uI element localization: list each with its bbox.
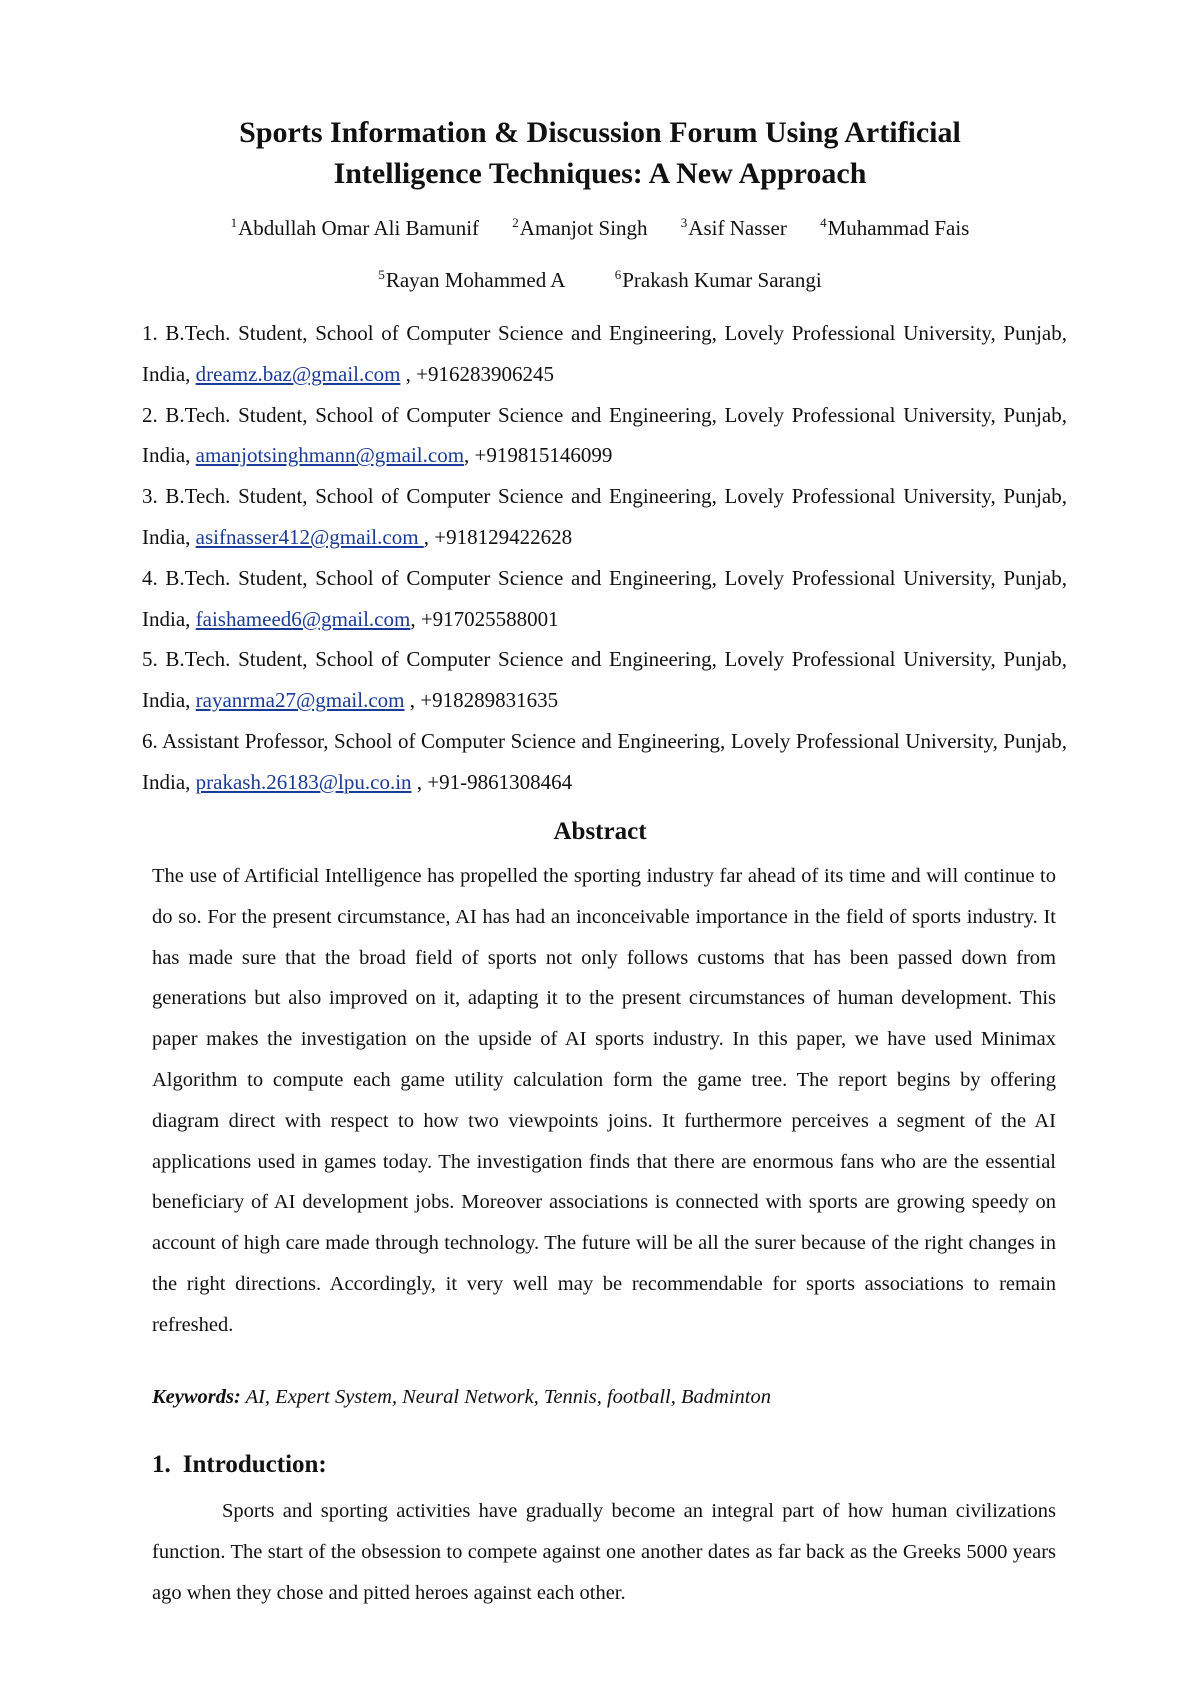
paper-title [0,112,1200,194]
section-heading-introduction [152,1451,327,1479]
phone-number: , +91-9861308464 [411,769,573,794]
author-list-row-2 [0,267,1200,293]
email-link[interactable]: rayanrma27@gmail.com [195,688,405,713]
author-number: 2 [512,215,519,230]
paper-title-line-1: Sports Information & Discussion Forum Using Artificial [239,116,961,149]
author [615,267,822,293]
affiliation-item [142,313,1067,395]
author [820,215,969,241]
affiliation-item [142,721,1067,803]
author-number: 1 [230,215,238,230]
email-link[interactable]: faishameed6@gmail.com [195,606,411,631]
email-link[interactable]: prakash.26183@lpu.co.in [195,769,412,794]
affiliation-text: 4. B.Tech. Student, School of Computer Science and Engineering, Lovely Professional University, Punjab, India, [142,565,1067,631]
email-link[interactable]: amanjotsinghmann@gmail.com [195,443,465,468]
email-link[interactable]: asifnasser412@gmail.com [195,524,424,549]
author-number: 3 [680,215,688,230]
author-name: Amanjot Singh [519,216,648,240]
affiliation-item [142,639,1067,721]
author-name: Muhammad Fais [827,216,970,240]
author [681,215,787,241]
introduction-body: Sports and sporting activities have gradually become an integral part of how human civilizations function. The start of the obsession to compete against one another dates as far back as the Greeks 5000 years ago when they chose and pitted heroes against each other. [152,1500,1056,1604]
abstract-body: The use of Artificial Intelligence has propelled the sporting industry far ahead of its time and will continue to do so. For the present circumstance, AI has had an inconceivable importance in the field of sports industry. It has made sure that the broad field of sports not only follows customs that has been passed down from generations but also improved on it, adapting it to the present circumstances of human development. This paper makes the investigation on the upside of AI sports industry. In this paper, we have used Minimax Algorithm to compute each game utility calculation form the game tree. The report begins by offering diagram direct with respect to how two viewpoints joins. It furthermore perceives a segment of the AI applications used in games today. The investigation finds that there are enormous fans who are the essential beneficiary of AI development jobs. Moreover associations is connected with sports are growing speedy on account of high care made through technology. The future will be all the surer because of the right changes in the right directions. Accordingly, it very well may be recommendable for sports associations to remain refreshed. [152,865,1056,1336]
section-number: 1. [152,1451,171,1478]
phone-number: , +918129422628 [423,524,573,549]
affiliation-text: 1. B.Tech. Student, School of Computer Science and Engineering, Lovely Professional University, Punjab, India, [142,321,1067,386]
affiliation-text: 5. B.Tech. Student, School of Computer Science and Engineering, Lovely Professional University, Punjab, India, [142,647,1067,713]
abstract-heading: Abstract [553,818,647,845]
affiliation-item [142,395,1067,477]
email-link[interactable]: dreamz.baz@gmail.com [195,361,401,386]
section-title: Introduction: [182,1451,327,1478]
affiliation-item [142,558,1067,640]
keywords-text: AI, Expert System, Neural Network, Tennis, football, Badminton [240,1386,771,1408]
author-number: 6 [614,267,622,282]
keywords-line [152,1386,771,1409]
phone-number: , +918289831635 [404,688,559,713]
author-name: Prakash Kumar Sarangi [622,268,822,292]
affiliation-item [142,476,1067,558]
author-name: Rayan Mohammed A [385,268,566,292]
phone-number: , +916283906245 [400,361,554,386]
keywords-label: Keywords: [152,1386,241,1408]
affiliation-text: 3. B.Tech. Student, School of Computer Science and Engineering, Lovely Professional University, Punjab, India, [142,484,1067,549]
author-number: 5 [378,267,385,282]
affiliation-text: 2. B.Tech. Student, School of Computer Science and Engineering, Lovely Professional University, Punjab, India, [142,402,1067,468]
author-number: 4 [820,215,827,230]
author-name: Abdullah Omar Ali Bamunif [238,216,480,240]
author-name: Asif Nasser [688,216,787,240]
author [378,267,565,293]
author [231,215,479,241]
author [512,215,647,241]
paper-title-line-2: Intelligence Techniques: A New Approach [333,157,867,190]
phone-number: , +919815146099 [464,443,613,468]
author-list-row-1 [0,215,1200,241]
affiliation-list [142,313,1067,803]
phone-number: , +917025588001 [410,606,559,631]
affiliation-text: 6. Assistant Professor, School of Computer Science and Engineering, Lovely Professional University, Punjab, India, [142,728,1067,794]
